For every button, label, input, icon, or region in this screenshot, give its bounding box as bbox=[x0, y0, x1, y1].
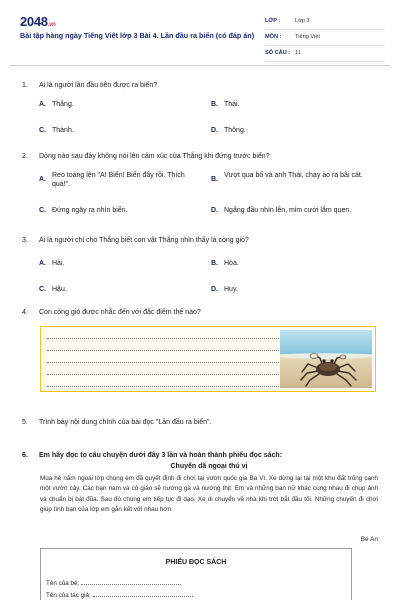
answer-line[interactable] bbox=[47, 374, 281, 375]
worksheet-meta bbox=[265, 14, 385, 62]
question-stem: 6. Em hãy đọc to câu chuyện dưới đây 3 lần và hoàn thành phiếu đọc sách: bbox=[22, 452, 283, 459]
answer-line[interactable] bbox=[47, 386, 281, 387]
meta-grade: LỚP : Lớp 3 bbox=[265, 14, 385, 30]
question-5 bbox=[22, 418, 382, 427]
option-d[interactable]: D. Thông. bbox=[211, 127, 246, 134]
question-stem: 5. Trình bày nội dung chính của bài đọc "Lần đầu ra biển". bbox=[22, 419, 212, 426]
question-1 bbox=[22, 81, 382, 138]
story-author: Bé An bbox=[360, 536, 378, 543]
reading-sheet-child-name[interactable]: Tên của bé: bbox=[46, 580, 181, 587]
site-logo[interactable]: 2048.vn bbox=[20, 14, 56, 29]
option-b[interactable]: B. Thái. bbox=[211, 101, 240, 108]
question-4 bbox=[22, 308, 382, 317]
answer-line[interactable] bbox=[47, 362, 281, 363]
answer-line[interactable] bbox=[47, 338, 281, 339]
worksheet-title: Bài tập hàng ngày Tiếng Việt lớp 3 Bài 4. Lần đầu ra biển (có đáp án) bbox=[20, 31, 255, 40]
option-d[interactable]: D. Huy. bbox=[211, 286, 238, 293]
question-stem: 2. Dòng nào sau đây không nói lên cảm xúc của Thắng khi đứng trước biển? bbox=[22, 153, 270, 160]
question-2 bbox=[22, 152, 382, 229]
reading-sheet-title: PHIẾU ĐỌC SÁCH bbox=[165, 559, 227, 566]
meta-subject: MÔN : Tiếng Việt bbox=[265, 30, 385, 46]
question-stem: 3. Ai là người chỉ cho Thắng biết con vật Thắng nhìn thấy là còng gió? bbox=[22, 237, 249, 244]
story-body: Mùa hè năm ngoái lớp chúng em đã quyết định đi chơi tại vườn quốc gia Ba Vì. Xe dừng lại tại một khu đất trống cạnh một vườn cây. Các bạn nam và cô giáo sẽ nướng gà và nướng thịt. Em và những bạn nữ khác cùng nhau đi chụp ảnh và chuẩn bị bát đũa. Sau đó chúng em tiếp tục đi dạo. Xe di chuyển về nhà khi trời bắt đầu tối. Những chuyến đi chơi giúp tình bạn của lớp em gắn kết với nhau hơn. bbox=[40, 475, 378, 514]
option-b[interactable]: B. Hòa. bbox=[211, 260, 239, 267]
story-title: Chuyến dã ngoại thú vị bbox=[170, 463, 248, 470]
option-a[interactable]: A. Reo toáng lên "A! Biển! Biển đây rồi. Thích quá!". bbox=[39, 172, 185, 188]
reading-sheet-author-name[interactable]: Tên của tác giả: bbox=[46, 592, 193, 599]
option-a[interactable]: A. Thắng. bbox=[39, 101, 74, 108]
option-b[interactable]: B. Vượt qua bố và anh Thái, chạy ào ra bãi cát. bbox=[211, 172, 363, 183]
crab-photo bbox=[280, 330, 372, 388]
question-stem: 1. Ai là người lần đầu tiên được ra biển? bbox=[22, 82, 158, 89]
question-3 bbox=[22, 236, 382, 293]
option-d[interactable]: D. Ngẩng đầu nhìn lên, mỉm cười lắm quen. bbox=[211, 207, 352, 214]
option-c[interactable]: C. Thành. bbox=[39, 127, 74, 134]
reading-sheet bbox=[40, 548, 352, 600]
answer-line[interactable] bbox=[47, 350, 281, 351]
meta-question-count: SỐ CÂU : 11 bbox=[265, 46, 385, 62]
answer-box[interactable] bbox=[40, 326, 376, 392]
option-c[interactable]: C. Hậu. bbox=[39, 286, 67, 293]
question-stem: 4. Con còng gió được nhắc đến với đặc điểm thế nào? bbox=[22, 309, 201, 316]
worksheet-header bbox=[10, 10, 390, 66]
question-6 bbox=[22, 451, 382, 460]
option-c[interactable]: C. Đứng ngây ra nhìn biển. bbox=[39, 207, 128, 214]
option-a[interactable]: A. Hải. bbox=[39, 260, 65, 267]
